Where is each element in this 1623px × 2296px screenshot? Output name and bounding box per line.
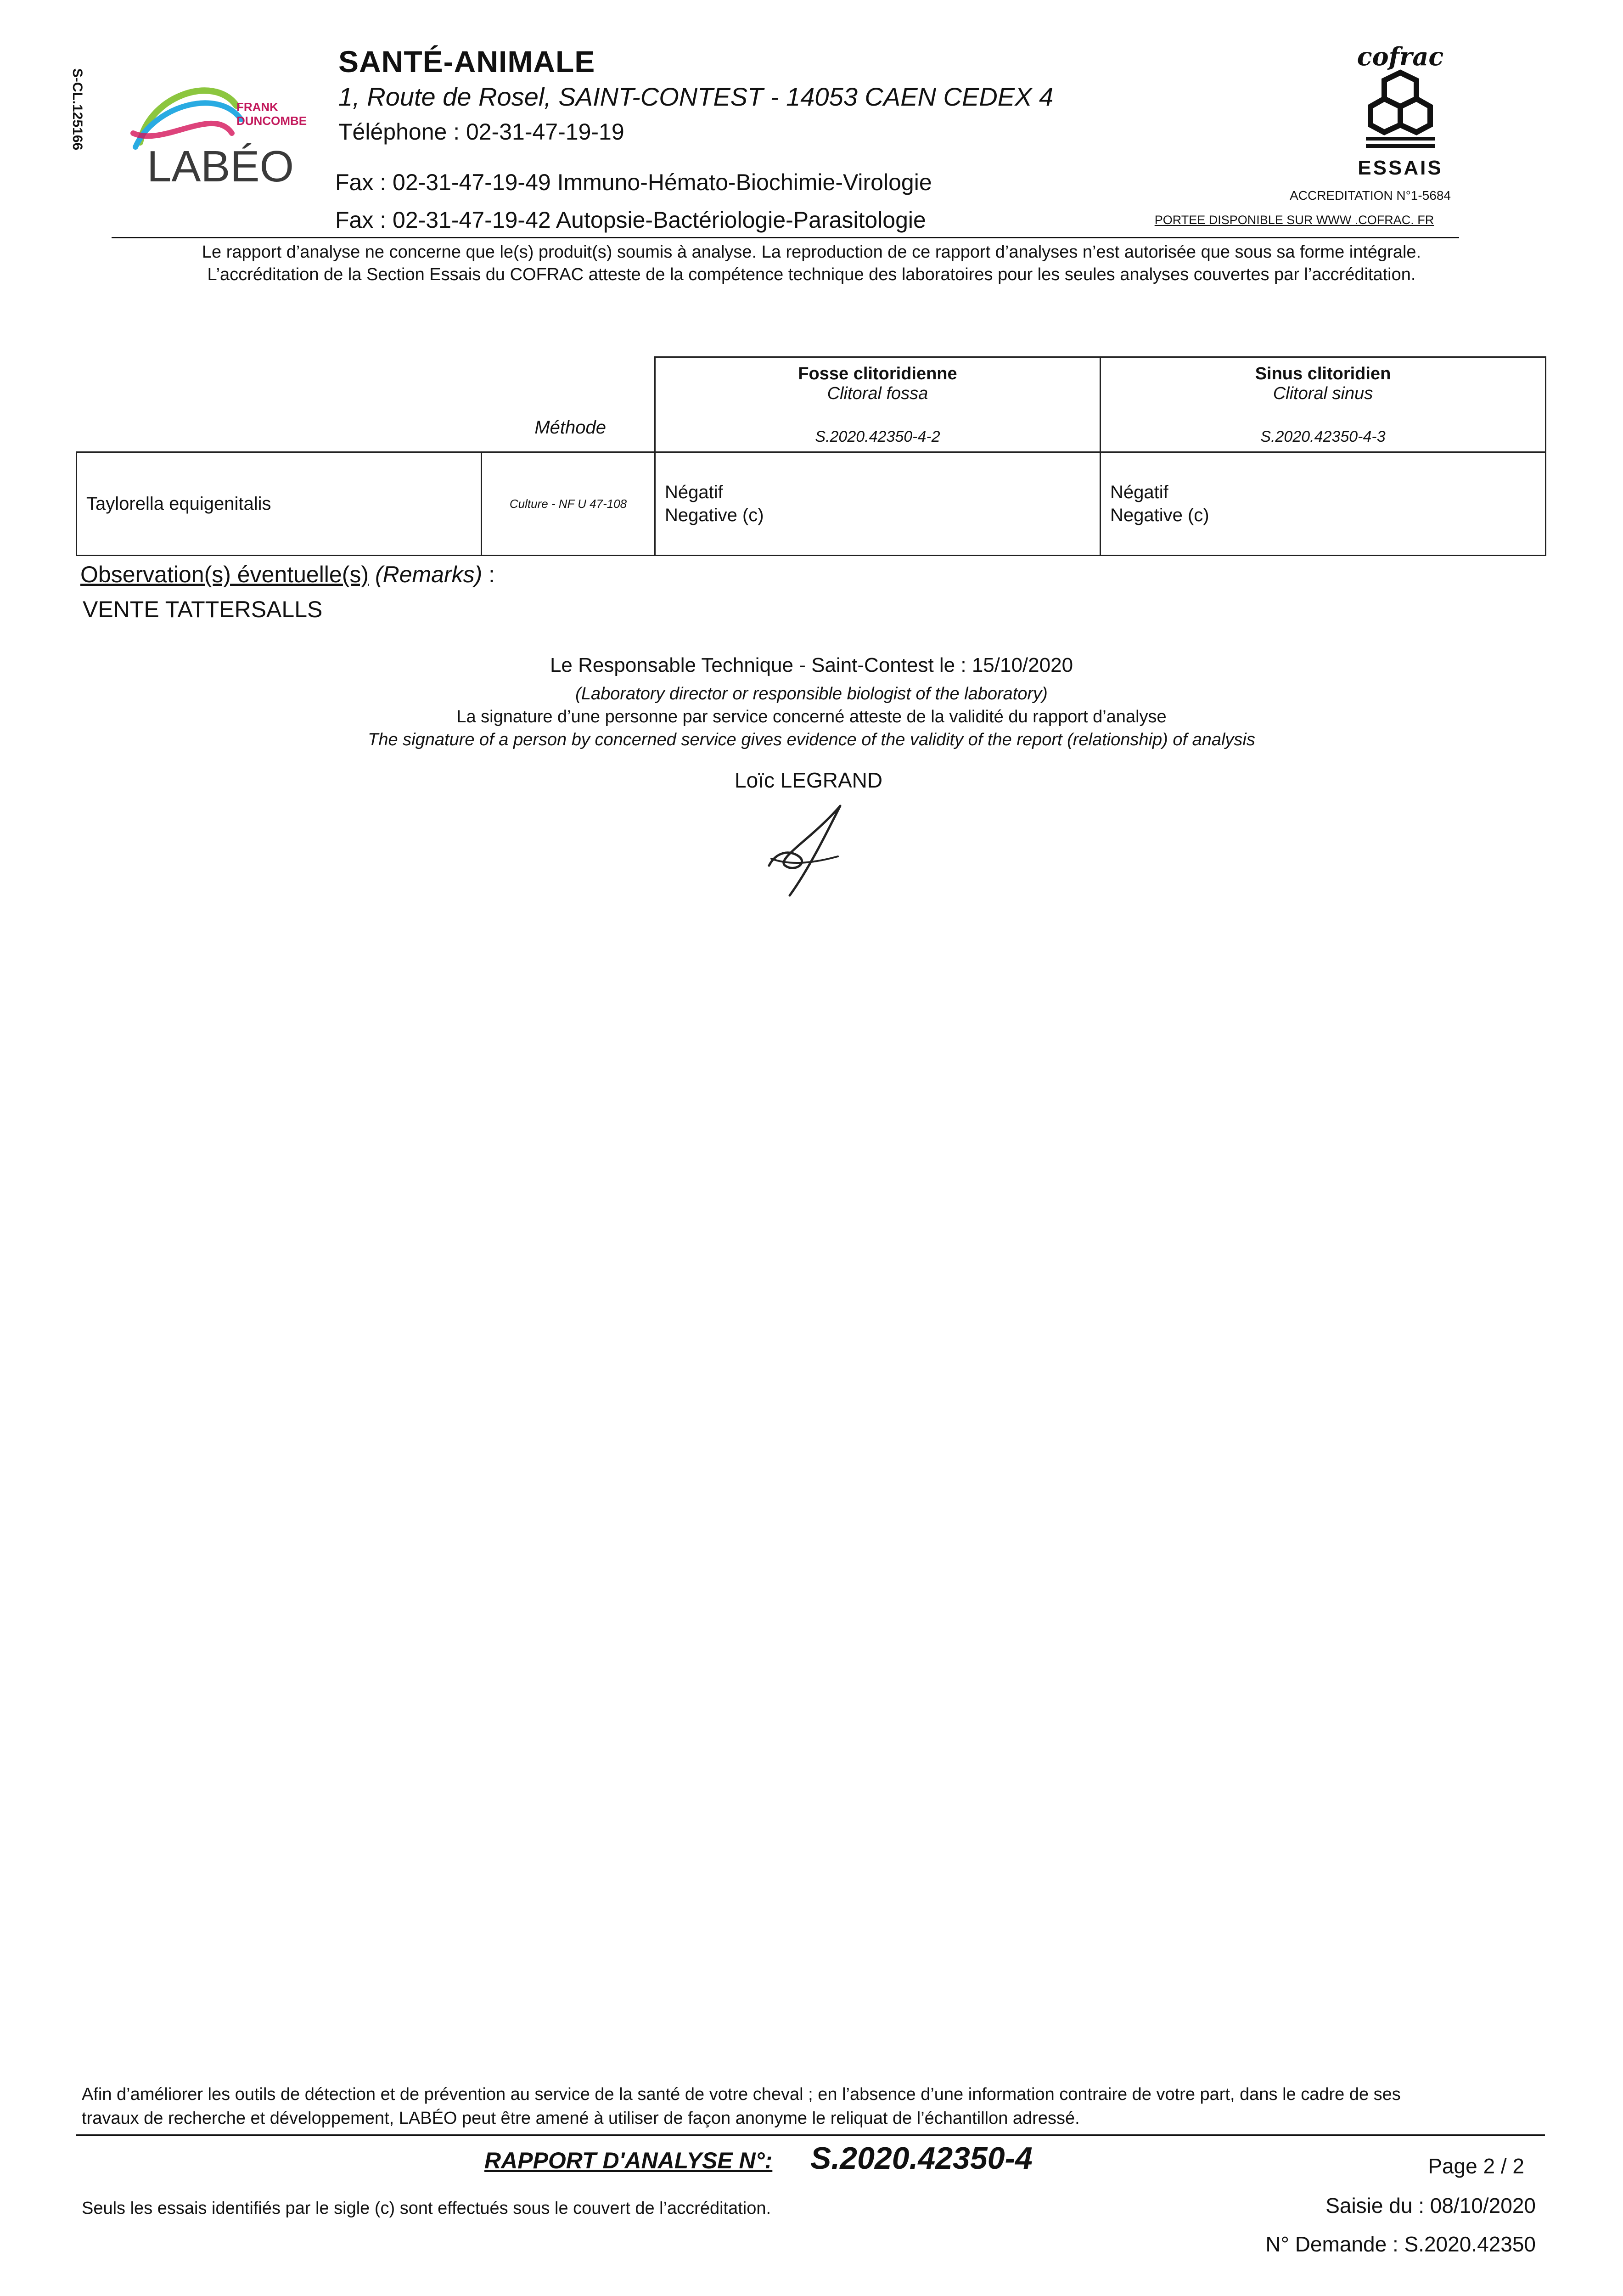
- header-divider: [112, 237, 1459, 238]
- results-table: [76, 356, 1546, 556]
- column-name: Fosse clitoridienne: [798, 364, 957, 383]
- accreditation-number: ACCREDITATION N°1-5684: [1290, 188, 1451, 203]
- table-header-row: [77, 357, 1546, 452]
- lab-address: 1, Route de Rosel, SAINT-CONTEST - 14053 CAEN CEDEX 4: [338, 82, 1054, 111]
- column-sample-id: S.2020.42350-4-3: [1260, 428, 1386, 445]
- column-name-en: Clitoral fossa: [827, 384, 928, 403]
- methode-header: Méthode: [534, 417, 606, 438]
- result-en: Negative (c): [1110, 505, 1209, 525]
- demande-number: N° Demande : S.2020.42350: [1265, 2232, 1536, 2256]
- observations-label-en: (Remarks): [375, 562, 483, 587]
- column-name-en: Clitoral sinus: [1273, 384, 1373, 403]
- signatory-name: Loïc LEGRAND: [735, 768, 883, 792]
- logo-frank: FRANK: [236, 100, 278, 114]
- report-number: S.2020.42350-4: [810, 2141, 1033, 2176]
- cofrac-logo: [1357, 41, 1444, 179]
- signature-validity-en: The signature of a person by concerned service gives evidence of the validity of the report (relationship) of analysis: [368, 730, 1255, 749]
- cofrac-brand: cofrac: [1357, 42, 1444, 71]
- table-row: [77, 452, 1546, 556]
- result-fr: Négatif: [665, 482, 723, 502]
- disclaimer-reproduction: Le rapport d’analyse ne concerne que le(s) produit(s) soumis à analyse. La reproduction de ce rapport d’analyses n’est autorisée que sous sa forme intégrale.: [202, 242, 1421, 262]
- method-cell: Culture - NF U 47-108: [482, 452, 655, 556]
- signature-validity: La signature d’une personne par service concerné atteste de la validité du rapport d’analyse: [456, 707, 1167, 726]
- side-code: [59, 54, 95, 164]
- side-code-text: S-CL.125166: [70, 68, 85, 151]
- cofrac-essais: ESSAIS: [1358, 157, 1443, 179]
- column-name: Sinus clitoridien: [1255, 364, 1391, 383]
- observations-label: Observation(s) éventuelle(s): [80, 562, 369, 587]
- logo-labeo: LABÉO: [147, 142, 294, 191]
- cofrac-logo-graphic: [1357, 41, 1444, 179]
- result-cell-fossa: [655, 452, 1101, 556]
- lab-name: SANTÉ-ANIMALE: [338, 45, 595, 79]
- result-fr: Négatif: [1110, 482, 1168, 502]
- observations-text: VENTE TATTERSALLS: [83, 597, 323, 622]
- column-header-fossa: [655, 357, 1101, 452]
- portee-link[interactable]: PORTEE DISPONIBLE SUR WWW .COFRAC. FR: [1154, 213, 1434, 227]
- labeo-logo-graphic: [122, 78, 324, 193]
- accreditation-note: Seuls les essais identifiés par le sigle (c) sont effectués sous le couvert de l’accréditation.: [82, 2199, 771, 2218]
- saisie-date: Saisie du : 08/10/2020: [1325, 2194, 1536, 2217]
- column-header-sinus: [1101, 357, 1546, 452]
- handwritten-signature: [758, 797, 859, 902]
- responsable-technique-en: (Laboratory director or responsible biologist of the laboratory): [575, 684, 1048, 703]
- observations-colon: :: [482, 562, 495, 587]
- labeo-logo: [122, 78, 324, 193]
- lab-fax-1: Fax : 02-31-47-19-49 Immuno-Hémato-Biochimie-Virologie: [335, 169, 932, 195]
- observations-heading: [80, 561, 495, 588]
- result-cell-sinus: [1101, 452, 1546, 556]
- responsable-technique: Le Responsable Technique - Saint-Contest le : 15/10/2020: [550, 654, 1073, 676]
- footer-note-line-2: travaux de recherche et développement, LABÉO peut être amené à utiliser de façon anonyme le reliquat de l’échantillon adressé.: [82, 2109, 1080, 2128]
- report-label: RAPPORT D'ANALYSE N°:: [484, 2148, 773, 2173]
- logo-duncombe: DUNCOMBE: [236, 114, 307, 128]
- page-number: Page 2 / 2: [1428, 2154, 1524, 2178]
- lab-telephone: Téléphone : 02-31-47-19-19: [338, 119, 624, 145]
- parameter-cell: Taylorella equigenitalis: [77, 452, 482, 556]
- disclaimer-accreditation: L’accréditation de la Section Essais du COFRAC atteste de la compétence technique des laboratoires pour les seules analyses couvertes par l’accréditation.: [207, 265, 1416, 284]
- footer-note-line-1: Afin d’améliorer les outils de détection et de prévention au service de la santé de votre cheval ; en l’absence d’une information contraire de votre part, dans le cadre de ses: [82, 2085, 1401, 2104]
- methode-header-cell: [77, 357, 655, 452]
- footer-divider: [76, 2134, 1545, 2136]
- result-en: Negative (c): [665, 505, 764, 525]
- column-sample-id: S.2020.42350-4-2: [815, 428, 940, 445]
- lab-fax-2: Fax : 02-31-47-19-42 Autopsie-Bactériologie-Parasitologie: [335, 207, 926, 233]
